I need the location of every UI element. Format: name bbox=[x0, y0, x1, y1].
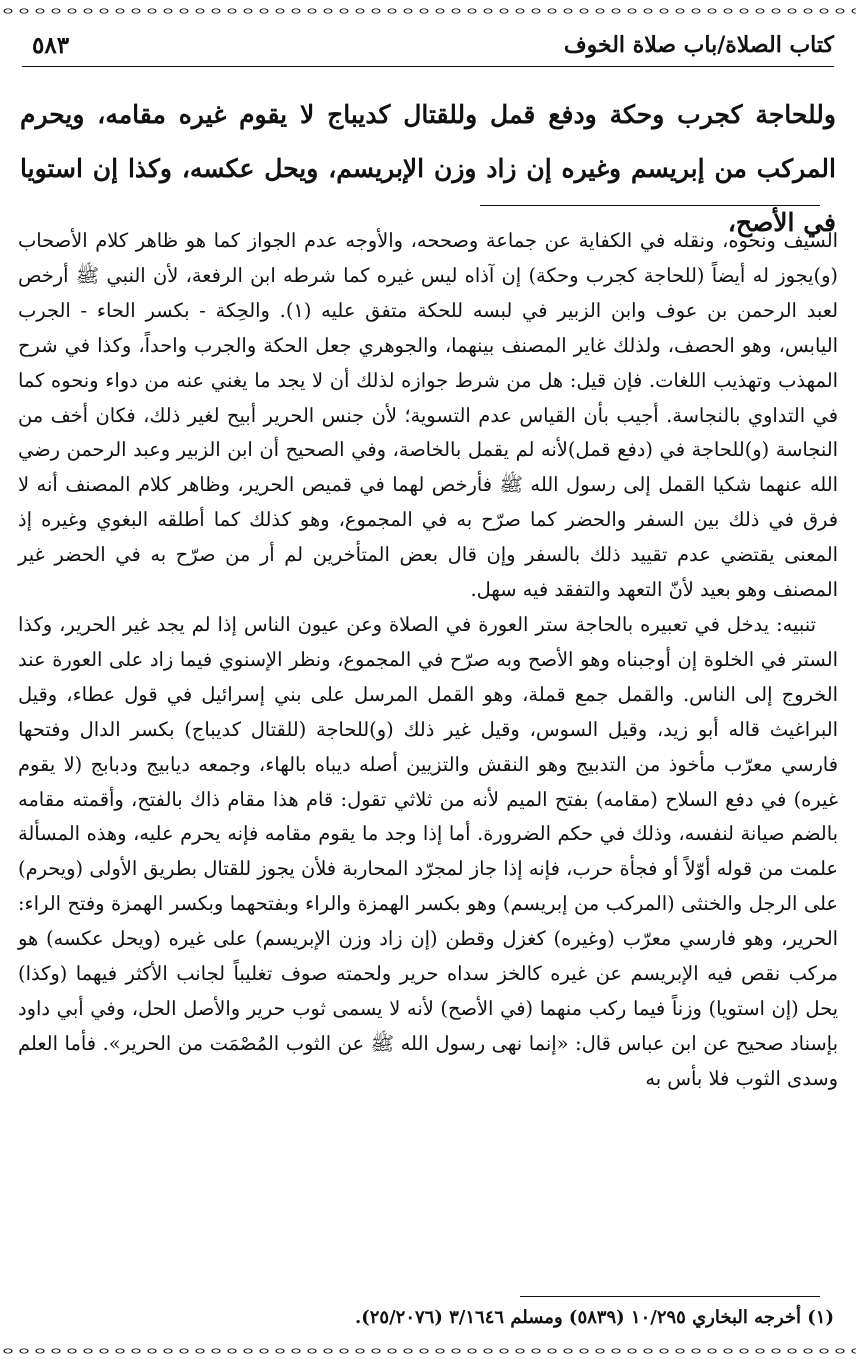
commentary-paragraph: السيف ونحوه، ونقله في الكفاية عن جماعة وصححه، والأوجه عدم الجواز كما هو ظاهر كلام الأصحاب (و)يجوز له أيضاً (للحاجة كجرب وحكة) إن آذاه ليس غيره كما شرطه ابن الرفعة، لأن النبي ﷺ أرخص لعبد الرحمن بن عوف وابن الزبير في لبسه للحكة متفق عليه (١). والحِكة - بكسر الحاء - الجرب اليابس، وهو الحصف، ولذلك غاير المصنف بينهما، والجوهري جعل الحكة والجرب واحداً، وكذا في شرح المهذب وتهذيب اللغات. فإن قيل: هل من شرط جوازه لذلك أن لا يجد ما يغني عنه من دواء ونحوه كما في التداوي بالنجاسة. أجيب بأن القياس عدم التسوية؛ لأن جنس الحرير أبيح لغير ذلك، فكان أخف من النجاسة (و)للحاجة في (دفع قمل)لأنه لم يقمل بالخاصة، وفي الصحيح أن ابن الزبير وعبد الرحمن رضي الله عنهما شكيا القمل إلى رسول الله ﷺ فأرخص لهما في قميص الحرير، وظاهر كلام المصنف أنه لا فرق في ذلك بين السفر والحضر كما صرّح به في المجموع، وهو كذلك كما أطلقه البغوي وغيره إذ المعنى يقتضي عدم تقييد ذلك بالسفر وإن قال بعض المتأخرين لم أر من صرّح به في الحضر غير المصنف وهو بعيد لأنّ التعهد والتفقد فيه سهل. bbox=[18, 229, 839, 602]
running-title: كتاب الصلاة/باب صلاة الخوف bbox=[563, 32, 834, 58]
footnote: (١) أخرجه البخاري ١٠/٢٩٥ (٥٨٣٩) ومسلم ٣/١٦٤٦ (٢٥/٢٠٧٦). bbox=[354, 1307, 834, 1328]
footnote-divider bbox=[520, 1296, 820, 1297]
commentary bbox=[18, 224, 838, 1097]
decorative-border-bottom bbox=[0, 1342, 856, 1360]
main-text-divider bbox=[480, 205, 820, 206]
decorative-border-top bbox=[0, 2, 856, 20]
main-text: وللحاجة كجرب وحكة ودفع قمل وللقتال كديباج لا يقوم غيره مقامه، ويحرم المركب من إبريسم وغيره إن زاد وزن الإبريسم، ويحل عكسه، وكذا إن استويا في الأصح، bbox=[20, 100, 836, 237]
commentary-paragraph: تنبيه: يدخل في تعبيره بالحاجة ستر العورة في الصلاة وعن عيون الناس إذا لم يجد غير الحرير، وكذا الستر في الخلوة إن أوجبناه وهو الأصح وبه صرّح في المجموع، ونظر الإسنوي فيما زاد على العورة عند الخروج إلى الناس. والقمل جمع قملة، وهو القمل المرسل على بني إسرائيل في قول عطاء، وقيل البراغيث قاله أبو زيد، وقيل السوس، وقيل غير ذلك (و)للحاجة (للقتال كديباج) بكسر الدال وفتحها فارسي معرّب مأخوذ من التدبيج وهو النقش والتزيين أصله ديباه بالهاء، وجمعه ديابيج ودبابج (لا يقوم غيره) في دفع السلاح (مقامه) بفتح الميم لأنه من ثلاثي تقول: قام هذا مقام ذاك بالفتح، وأقمته مقامه بالضم صيانة لنفسه، وذلك في حكم الضرورة. أما إذا وجد ما يقوم مقامه فإنه يحرم عليه، وهذه المسألة علمت من قوله أوّلاً أو فجأة حرب، فإنه إذا جاز لمجرّد المحاربة فلأن يجوز للقتال بطريق الأولى (ويحرم) على الرجل والخنثى (المركب من إبريسم) وهو بكسر الهمزة والراء وبفتحهما وبكسر الهمزة وفتح الراء: الحرير، وهو فارسي معرّب (وغيره) كغزل وقطن (إن زاد وزن الإبريسم) على غيره (ويحل عكسه) هو مركب نقص فيه الإبريسم عن غيره كالخز سداه حرير ولحمته صوف تغليباً لجانب الأكثر فيهما (وكذا) يحل (إن استويا) وزناً فيما ركب منهما (في الأصح) لأنه لا يسمى ثوب حرير والأصل الحل، وفي أبي داود بإسناد صحيح عن ابن عباس قال: «إنما نهى رسول الله ﷺ عن الثوب المُصْمَت من الحرير». فأما العلم وسدى الثوب فلا بأس به bbox=[18, 612, 838, 1090]
page-number: ٥٨٣ bbox=[32, 32, 70, 59]
page-header bbox=[22, 30, 834, 67]
